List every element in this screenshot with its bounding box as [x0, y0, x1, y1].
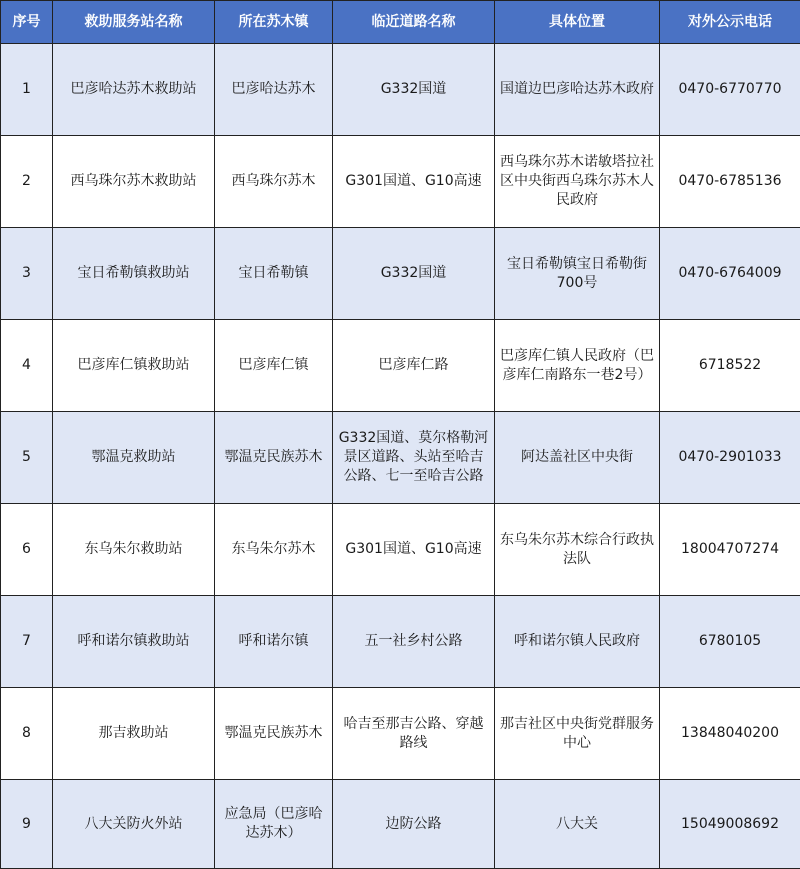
header-row: [1, 1, 800, 44]
cell-no: 9: [1, 780, 53, 869]
cell-station-name: 呼和诺尔镇救助站: [53, 596, 215, 688]
cell-road: G332国道: [333, 228, 495, 320]
header-phone: 对外公示电话: [660, 1, 800, 44]
cell-location: 八大关: [495, 780, 660, 869]
cell-station-name: 鄂温克救助站: [53, 412, 215, 504]
cell-no: 3: [1, 228, 53, 320]
cell-no: 6: [1, 504, 53, 596]
header-road: 临近道路名称: [333, 1, 495, 44]
cell-location: 呼和诺尔镇人民政府: [495, 596, 660, 688]
header-no: 序号: [1, 1, 53, 44]
table-body: [1, 44, 800, 869]
cell-town: 巴彦哈达苏木: [215, 44, 333, 136]
cell-location: 东乌朱尔苏木综合行政执法队: [495, 504, 660, 596]
cell-town: 鄂温克民族苏木: [215, 688, 333, 780]
table-row: [1, 596, 800, 688]
table-row: [1, 136, 800, 228]
cell-station-name: 那吉救助站: [53, 688, 215, 780]
cell-location: 西乌珠尔苏木诺敏塔拉社区中央街西乌珠尔苏木人民政府: [495, 136, 660, 228]
cell-road: 巴彦库仁路: [333, 320, 495, 412]
cell-station-name: 巴彦哈达苏木救助站: [53, 44, 215, 136]
cell-location: 阿达盖社区中央街: [495, 412, 660, 504]
cell-town: 鄂温克民族苏木: [215, 412, 333, 504]
cell-phone: 0470-6785136: [660, 136, 800, 228]
cell-road: G332国道: [333, 44, 495, 136]
cell-town: 应急局（巴彦哈达苏木）: [215, 780, 333, 869]
cell-location: 宝日希勒镇宝日希勒街700号: [495, 228, 660, 320]
cell-town: 呼和诺尔镇: [215, 596, 333, 688]
cell-road: G301国道、G10高速: [333, 136, 495, 228]
cell-location: 那吉社区中央街党群服务中心: [495, 688, 660, 780]
cell-road: 五一社乡村公路: [333, 596, 495, 688]
cell-road: 边防公路: [333, 780, 495, 869]
cell-location: 国道边巴彦哈达苏木政府: [495, 44, 660, 136]
cell-road: G332国道、莫尔格勒河景区道路、头站至哈吉公路、七一至哈吉公路: [333, 412, 495, 504]
cell-phone: 18004707274: [660, 504, 800, 596]
cell-town: 东乌朱尔苏木: [215, 504, 333, 596]
header-location: 具体位置: [495, 1, 660, 44]
table-row: [1, 228, 800, 320]
cell-phone: 13848040200: [660, 688, 800, 780]
header-station-name: 救助服务站名称: [53, 1, 215, 44]
cell-town: 巴彦库仁镇: [215, 320, 333, 412]
header-town: 所在苏木镇: [215, 1, 333, 44]
cell-location: 巴彦库仁镇人民政府（巴彦库仁南路东一巷2号）: [495, 320, 660, 412]
cell-no: 5: [1, 412, 53, 504]
cell-station-name: 宝日希勒镇救助站: [53, 228, 215, 320]
cell-no: 4: [1, 320, 53, 412]
cell-no: 8: [1, 688, 53, 780]
table-header: [1, 1, 800, 44]
table-row: [1, 44, 800, 136]
cell-phone: 0470-6770770: [660, 44, 800, 136]
cell-no: 2: [1, 136, 53, 228]
cell-phone: 6718522: [660, 320, 800, 412]
cell-station-name: 东乌朱尔救助站: [53, 504, 215, 596]
table-row: [1, 504, 800, 596]
cell-station-name: 西乌珠尔苏木救助站: [53, 136, 215, 228]
cell-no: 1: [1, 44, 53, 136]
cell-station-name: 巴彦库仁镇救助站: [53, 320, 215, 412]
cell-phone: 0470-2901033: [660, 412, 800, 504]
cell-phone: 15049008692: [660, 780, 800, 869]
cell-no: 7: [1, 596, 53, 688]
cell-road: 哈吉至那吉公路、穿越路线: [333, 688, 495, 780]
cell-phone: 6780105: [660, 596, 800, 688]
table-row: [1, 780, 800, 869]
cell-town: 宝日希勒镇: [215, 228, 333, 320]
cell-road: G301国道、G10高速: [333, 504, 495, 596]
table-row: [1, 688, 800, 780]
table-row: [1, 320, 800, 412]
cell-phone: 0470-6764009: [660, 228, 800, 320]
table-row: [1, 412, 800, 504]
cell-station-name: 八大关防火外站: [53, 780, 215, 869]
cell-town: 西乌珠尔苏木: [215, 136, 333, 228]
